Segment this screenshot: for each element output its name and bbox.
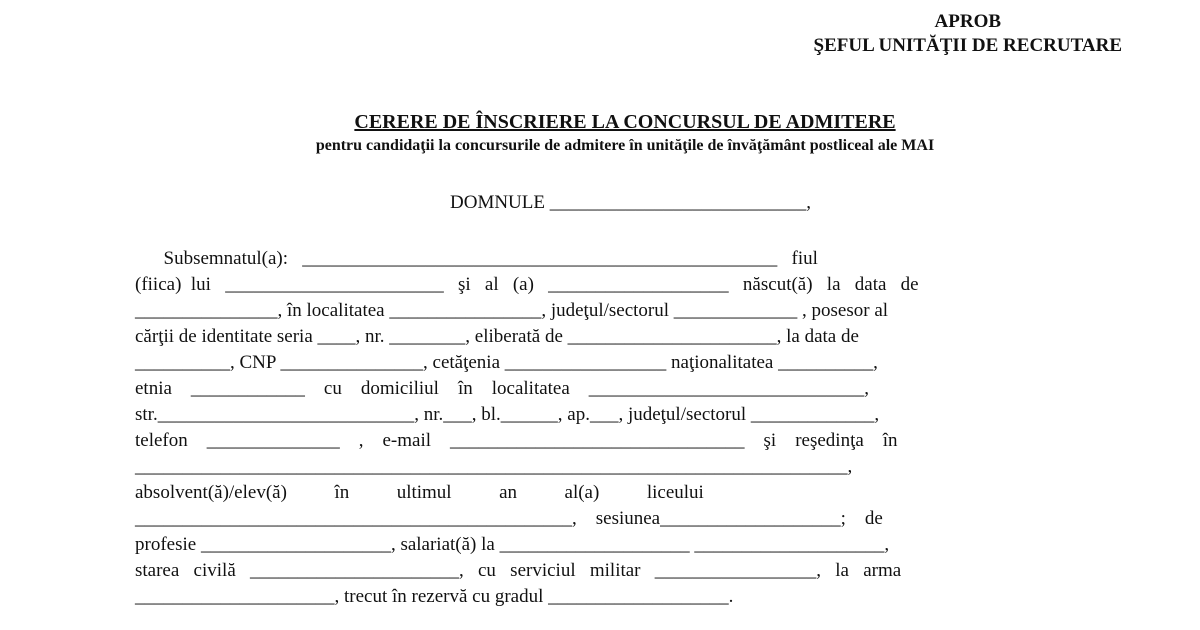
document-subtitle: pentru candidaţii la concursurile de admitere în unităţile de învăţământ postliceal ale MAI [315,137,935,154]
approve-label: APROB [934,11,1002,32]
salutation: DOMNULE ___________________________, [450,192,811,213]
form-line-text: starea civilă ______________________, cu serviciul militar _________________, la arma [135,560,902,581]
form-line [135,298,1124,324]
form-line-text: telefon ______________ , e-mail _______________________________ şi reşedinţa în [135,430,898,451]
form-line-text: str.___________________________, nr.___, bl.______, ap.___, judeţul/sectorul _____________, [135,404,880,425]
form-line-text: cărţii de identitate seria ____, nr. ________, eliberată de ______________________, la data de [135,326,859,347]
form-line [135,506,1124,532]
form-line-text: _____________________, trecut în rezervă cu gradul ___________________. [135,586,734,607]
form-line [135,428,1124,454]
form-line [135,454,1124,480]
form-line [135,246,1124,272]
form-line [135,532,1124,558]
form-line [135,350,1124,376]
form-line-text: profesie ____________________, salariat(ă) la ____________________ ____________________, [135,534,890,555]
approver-title: ŞEFUL UNITĂŢII DE RECRUTARE [813,35,1122,56]
form-line [135,376,1124,402]
form-line-text: absolvent(ă)/elev(ă) în ultimul an al(a) liceului [135,482,704,503]
form-line-text: etnia ____________ cu domiciliul în localitatea _____________________________, [135,378,870,399]
form-line-text: ___________________________________________________________________________, [135,456,853,477]
form-line [135,324,1124,350]
form-line [135,272,1124,298]
form-line-text: Subsemnatul(a): __________________________________________________ fiul [135,248,818,269]
form-line [135,584,1124,610]
document-title: CERERE DE ÎNSCRIERE LA CONCURSUL DE ADMITERE [354,111,896,133]
form-line [135,558,1124,584]
form-line-text: ______________________________________________, sesiunea___________________; de [135,508,883,529]
form-line-text: (fiica) lui _______________________ şi al (a) ___________________ născut(ă) la data de [135,274,919,295]
form-line [135,480,1124,506]
form-line [135,402,1124,428]
form-line-text: _______________, în localitatea ________________, judeţul/sectorul _____________ , posesor al [135,300,889,321]
form-body [135,246,1124,610]
approval-block [814,10,1122,58]
form-line-text: __________, CNP _______________, cetăţenia _________________ naţionalitatea __________, [135,352,878,373]
